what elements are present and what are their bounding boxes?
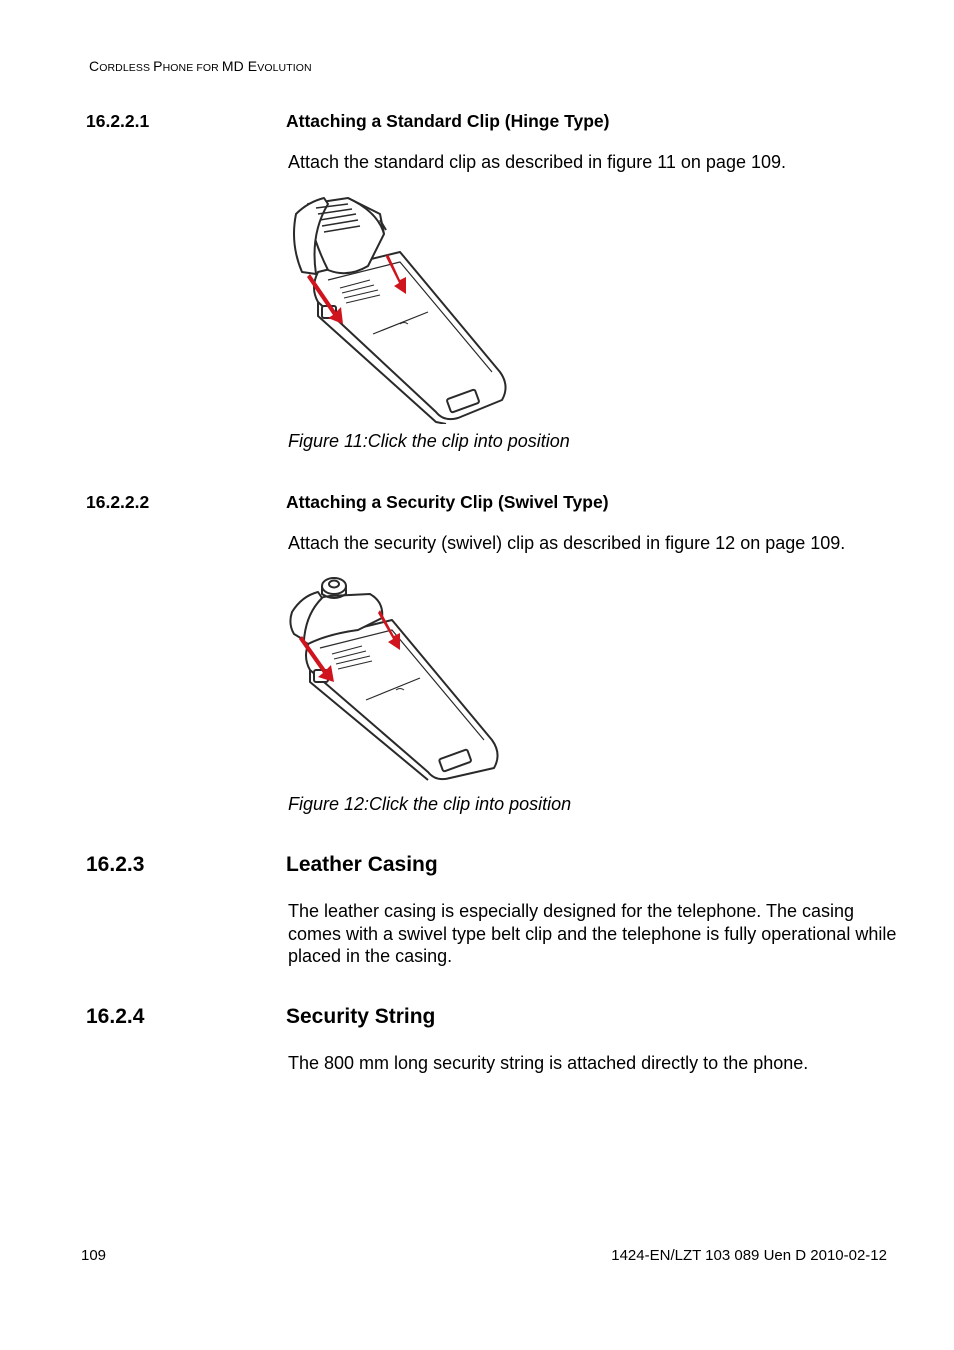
paragraph: The 800 mm long security string is attached directly to the phone. bbox=[288, 1053, 809, 1073]
figure-caption: Figure 11:Click the clip into position bbox=[288, 431, 570, 451]
paragraph: Attach the security (swivel) clip as described in figure 12 on page 109. bbox=[288, 533, 846, 553]
section-title: Attaching a Standard Clip (Hinge Type) bbox=[286, 111, 610, 131]
figure-hinge-clip bbox=[288, 194, 513, 429]
figure-caption: Figure 12:Click the clip into position bbox=[288, 794, 572, 814]
figure-swivel-clip bbox=[288, 574, 503, 787]
page-number: 109 bbox=[81, 1247, 107, 1264]
section-title: Leather Casing bbox=[286, 853, 438, 876]
paragraph: Attach the standard clip as described in figure 11 on page 109. bbox=[288, 152, 786, 172]
section-number: 16.2.2.1 bbox=[86, 111, 150, 131]
section-title: Security String bbox=[286, 1005, 436, 1028]
running-header: CORDLESS PHONE FOR MD EVOLUTION bbox=[89, 58, 312, 74]
section-number: 16.2.2.2 bbox=[86, 492, 150, 512]
section-number: 16.2.3 bbox=[86, 853, 145, 876]
document-id: 1424-EN/LZT 103 089 Uen D 2010-02-12 bbox=[611, 1247, 887, 1264]
section-title: Attaching a Security Clip (Swivel Type) bbox=[286, 492, 609, 512]
paragraph: The leather casing is especially designed for the telephone. The casing comes with a swivel type belt clip and the telephone is fully operational while placed in the casing. bbox=[288, 901, 897, 966]
section-number: 16.2.4 bbox=[86, 1005, 145, 1028]
